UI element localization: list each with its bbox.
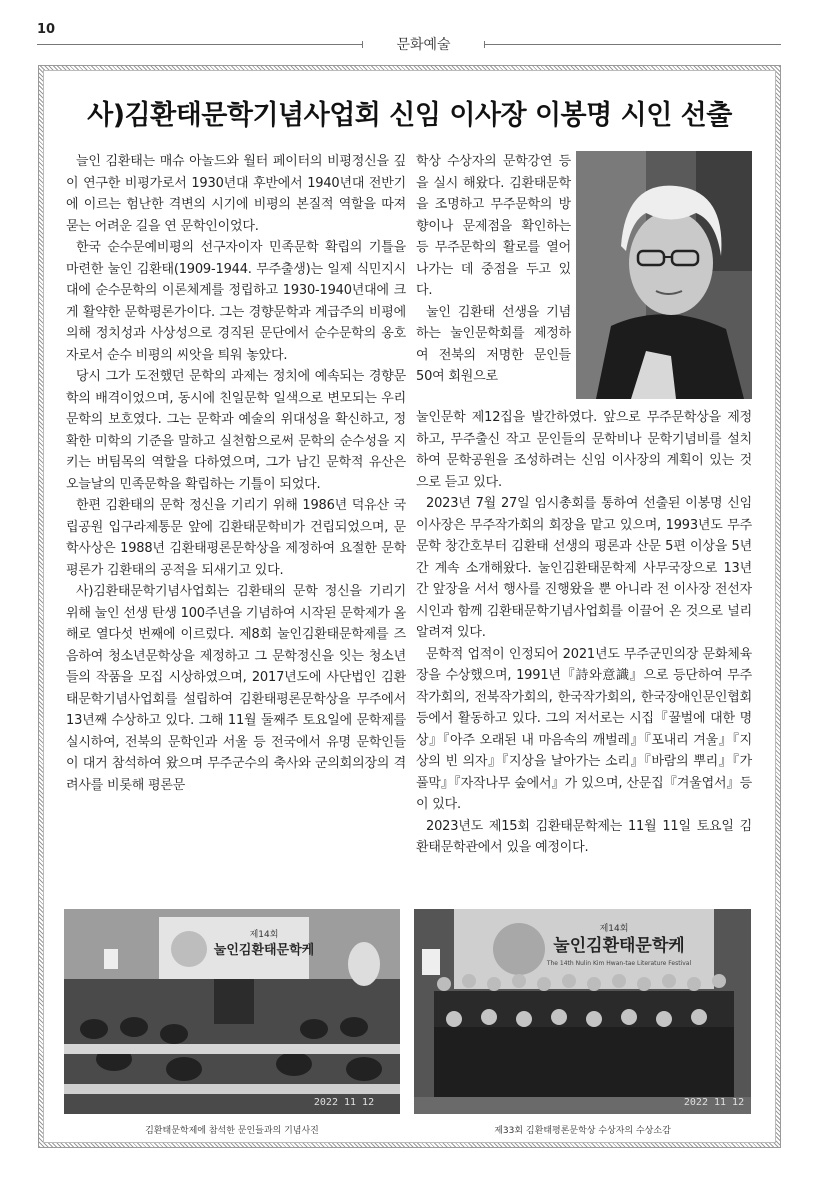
banner-sub: 제14회 [249, 930, 279, 940]
paragraph: 한편 김환태의 문학 정신을 기리기 위해 1986년 덕유산 국립공원 입구라제통문 앞에 김환태문학비가 건립되었으며, 문학사상은 1988년 김환태평론문학상을 제정하여 요절한 문학평론가 김환태의 공적을 되새기고 있다. [66, 498, 406, 578]
banner-english: The 14th Nulin Kim Hwan-tae Literature Festival [546, 960, 692, 967]
headline: 사)김환태문학기념사업회 신임 이사장 이봉명 시인 선출 [87, 100, 732, 131]
paragraph: 문학적 업적이 인정되어 2021년도 무주군민의장 문화체육장을 수상했으며, 1991년『詩와意識』으로 등단하여 무주작가회의, 전북작가회의, 한국작가회의, 한국장애인문인협회 등에서 활동하고 있다. 그의 저서로는 시집『꿀벌에 대한 명상』『아주 오래된 내 마음속의 깨벌레』『포내리 겨울』『지상의 빈 의자』『지상을 날아가는 소리』『바람의 뿌리』『가풀막』『자작나무 숲에서』가 있으며, 산문집『겨울엽서』등이 있다. [416, 646, 752, 812]
banner-sub: 제14회 [599, 924, 629, 934]
paragraph: 눌인문학 제12집을 발간하였다. 앞으로 무주문학상을 제정하고, 무주출신 작고 문인들의 문학비나 문학기념비를 설치하여 문학공원을 조성하려는 신임 이사장의 계획이 있는 것으로 듣고 있다. [416, 410, 752, 490]
event-photo-hall [64, 909, 400, 1114]
paragraph: 눌인 김환태 선생을 기념하는 눌인문학회를 제정하여 전북의 저명한 문인들 50여 회원으로 [416, 304, 571, 384]
header-rule-left [37, 44, 363, 45]
header-rule-right [484, 44, 781, 45]
paragraph: 늘인 김환태는 매슈 아놀드와 월터 페이터의 비평정신을 깊이 연구한 비평가로서 1930년대 후반에서 1940년대 전반기에 이르는 험난한 격변의 시기에 비평의 본질적 역할을 따져 묻는 어려운 길을 연 문학인이었다. [66, 154, 406, 234]
banner-title: 눌인김환태문학케 [553, 936, 685, 956]
paragraph: 한국 순수문예비평의 선구자이자 민족문학 확립의 기틀을 마련한 눌인 김환태(1909-1944. 무주출생)는 일제 식민지시대에 순수문학의 이론체계를 정립하고 1930-1940년대에 크게 활약한 문학평론가이다. 그는 경향문학과 계급주의 비평에 의해 정치성과 사상성으로 경직된 문단에서 순수문학의 옹호자로서 순수 비평의 씨앗을 틔워 놓았다. [66, 240, 406, 363]
page-number: 10 [37, 22, 56, 37]
date-stamp: 2022 11 12 [683, 1097, 745, 1108]
article-frame [38, 65, 781, 1148]
paragraph: 2023년 7월 27일 임시총회를 통하여 선출된 이봉명 신임 이사장은 무주작가회의 회장을 맡고 있으며, 1993년도 무주문학 창간호부터 김환태 선생의 평론과 산문 5편 이상을 5년간 계속 소개해왔다. 눌인김환태문학제 사무국장으로 13년간 앞장을 서서 행사를 진행왔을 뿐 아니라 전 이사장 전선자 시인과 함께 김환태문학기념사업회를 이끌어 온 것으로 널리 알려져 있다. [416, 496, 752, 640]
photo-caption: 김환태문학제에 참석한 문인들과의 기념사진 [145, 1126, 319, 1136]
right-column-top [416, 151, 571, 388]
banner-title: 눌인김환태문학케 [213, 943, 315, 958]
right-column [416, 407, 752, 859]
photo-caption: 제33회 김환태평론문학상 수상자의 수상소감 [494, 1126, 671, 1136]
paragraph: 학상 수상자의 문학강연 등을 실시 해왔다. 김환태문학을 조명하고 무주문학의 방향이나 문제점을 확인하는 등 무주문학의 활로를 열어나가는 데 중점을 두고 있다. [416, 154, 571, 298]
article-body [43, 70, 776, 1143]
portrait-photo [576, 151, 752, 399]
date-stamp: 2022 11 12 [313, 1097, 375, 1108]
group-photo [414, 909, 751, 1114]
paragraph: 사)김환태문학기념사업회는 김환태의 문학 정신을 기리기 위해 눌인 선생 탄생 100주년을 기념하여 시작된 문학제가 올해로 열다섯 번째에 이르렀다. 제8회 눌인김환태문학제를 즈음하여 청소년문학상을 제정하고 그 문학정신을 잇는 청소년들의 작품을 모집 시상하였으며, 2017년도에 사단법인 김환태문학기념사업회를 설립하여 김환태평론문학상을 무주에서 13년째 수상하고 있다. 그해 11월 둘째주 토요일에 문학제를 실시하여, 전북의 문학인과 서울 등 전국에서 유명 문학인들이 대거 참석하여 왔으며 무주군수의 축사와 군의회의장의 격려사를 비롯해 평론문 [66, 584, 406, 793]
paragraph: 당시 그가 도전했던 문학의 과제는 정치에 예속되는 경향문학의 배격이었으며, 동시에 친일문학 일색으로 변모되는 우리 문학의 보호였다. 그는 문학과 예술의 위대성을 확신하고, 정확한 미학의 기준을 말하고 실천함으로써 문학의 순수성을 지키는 버팀목의 역할을 다하였으며, 그가 남긴 문학적 유산은 오늘날의 민족문학을 확립하는 기틀이 되었다. [66, 369, 406, 492]
section-title: 문화예술 [396, 37, 451, 53]
left-column [66, 151, 406, 796]
paragraph: 2023년도 제15회 김환태문학제는 11월 11일 토요일 김환태문학관에서 있을 예정이다. [416, 818, 752, 855]
